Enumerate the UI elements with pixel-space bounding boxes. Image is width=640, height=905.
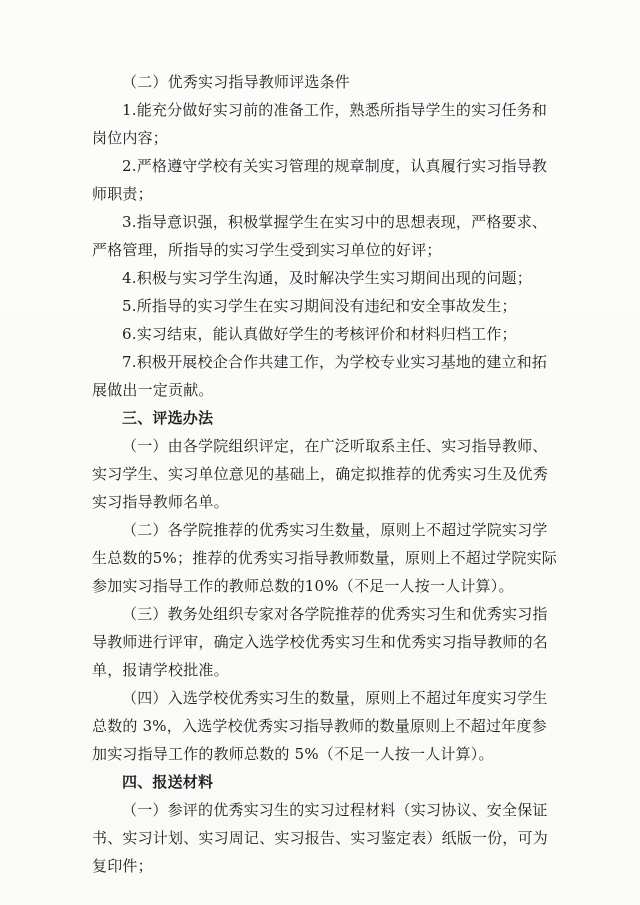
criteria-item-3-cont: 严格管理，所指导的实习学生受到实习单位的好评； [92, 241, 442, 259]
submission-para-1-cont-1: 书、实习计划、实习周记、实习报告、实习鉴定表）纸版一份，可为 [92, 829, 549, 847]
criteria-item-1: 1.能充分做好实习前的准备工作，熟悉所指导学生的实习任务和 [122, 101, 548, 119]
method-para-4-cont-1: 总数的 3%，入选学校优秀实习指导教师的数量原则上不超过年度参 [92, 717, 547, 735]
method-para-1-cont-2: 实习指导教师名单。 [92, 493, 229, 511]
method-para-2: （二）各学院推荐的优秀实习生数量，原则上不超过学院实习学 [122, 521, 548, 539]
method-para-2-cont-2: 参加实习指导工作的教师总数的10%（不足一人按一人计算）。 [92, 577, 514, 595]
submission-para-1: （一）参评的优秀实习生的实习过程材料（实习协议、安全保证 [122, 801, 548, 819]
section-heading-criteria: （二）优秀实习指导教师评选条件 [122, 73, 351, 91]
criteria-item-2-cont: 师职责； [92, 185, 153, 203]
document-body [92, 68, 557, 880]
criteria-item-2: 2.严格遵守学校有关实习管理的规章制度，认真履行实习指导教 [122, 157, 548, 175]
method-para-4: （四）入选学校优秀实习生的数量，原则上不超过年度实习学生 [122, 689, 548, 707]
criteria-item-1-cont: 岗位内容； [92, 129, 169, 147]
criteria-item-6: 6.实习结束，能认真做好学生的考核评价和材料归档工作； [122, 325, 517, 343]
method-para-3: （三）教务处组织专家对各学院推荐的优秀实习生和优秀实习指 [122, 605, 548, 623]
method-para-1: （一）由各学院组织评定，在广泛听取系主任、实习指导教师、 [122, 437, 548, 455]
method-para-1-cont-1: 实习学生、实习单位意见的基础上，确定拟推荐的优秀实习生及优秀 [92, 465, 549, 483]
criteria-item-7-cont: 展做出一定贡献。 [92, 381, 214, 399]
criteria-item-3: 3.指导意识强，积极掌握学生在实习中的思想表现，严格要求、 [122, 213, 548, 231]
criteria-item-7: 7.积极开展校企合作共建工作，为学校专业实习基地的建立和拓 [122, 353, 548, 371]
method-para-3-cont-1: 导教师进行评审，确定入选学校优秀实习生和优秀实习指导教师的名 [92, 633, 549, 651]
section-heading-selection-method: 三、评选办法 [122, 409, 214, 427]
submission-para-1-cont-2: 复印件； [92, 857, 153, 875]
method-para-4-cont-2: 加实习指导工作的教师总数的 5%（不足一人按一人计算）。 [92, 745, 494, 763]
method-para-2-cont-1: 生总数的5%；推荐的优秀实习指导教师数量，原则上不超过学院实际 [92, 549, 557, 567]
section-heading-submission: 四、报送材料 [122, 773, 214, 791]
criteria-item-4: 4.积极与实习学生沟通，及时解决学生实习期间出现的问题； [122, 269, 532, 287]
criteria-item-5: 5.所指导的实习学生在实习期间没有违纪和安全事故发生； [122, 297, 517, 315]
method-para-3-cont-2: 单，报请学校批准。 [92, 661, 229, 679]
